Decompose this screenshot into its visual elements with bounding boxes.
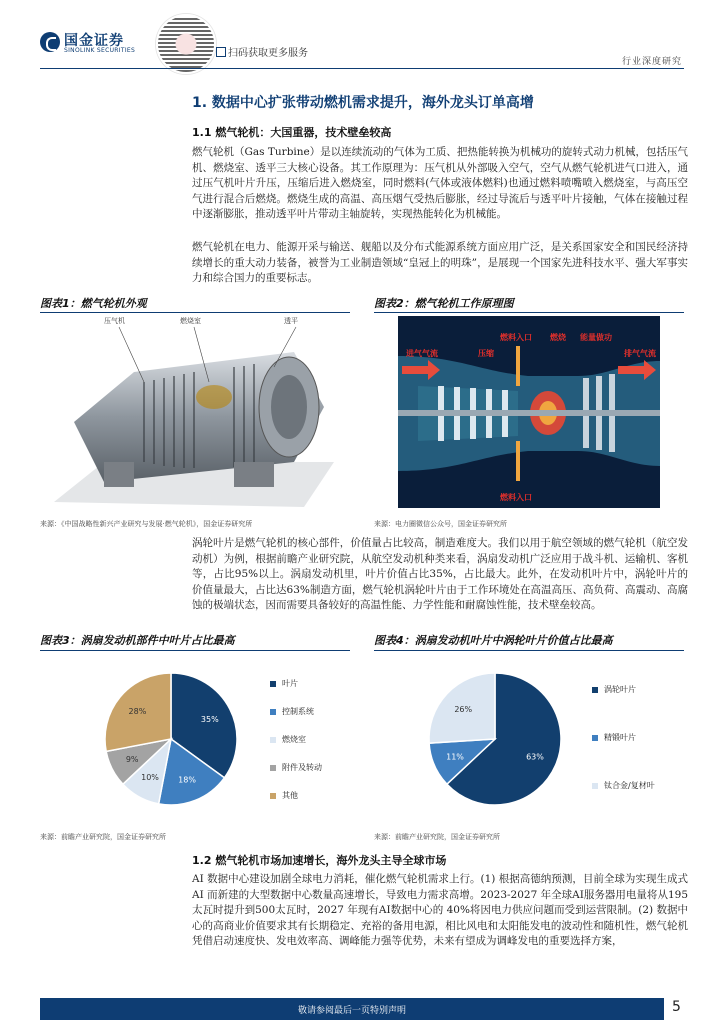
scan-icon	[216, 47, 226, 57]
legend-swatch	[270, 709, 276, 715]
paragraph: 燃气轮机在电力、能源开采与输送、舰船以及分布式能源系统方面应用广泛，是关系国家安全和国民经济持续增长的重大动力装备，被誉为工业制造领域“皇冠上的明珠”，是展现一个国家先进科技水平、强大军事实力和综合国力的重要标志。	[192, 241, 688, 284]
pie-data-label: 9%	[125, 754, 139, 764]
legend-label: 精锻叶片	[604, 733, 636, 742]
figure-source: 来源：《中国战略性新兴产业研究与发展·燃气轮机》，国金证券研究所	[40, 520, 253, 528]
turbine-principle-diagram	[398, 316, 660, 508]
legend-label: 其他	[282, 791, 298, 800]
legend-item	[270, 762, 360, 773]
header-divider	[40, 68, 684, 69]
legend-swatch	[592, 783, 598, 789]
label-compressor: 压气机	[104, 317, 125, 325]
legend-item	[270, 790, 360, 801]
figure-title: 图表4：涡扇发动机叶片中涡轮叶片价值占比最高	[374, 634, 613, 647]
label-fuel-inlet-bottom: 燃料入口	[500, 493, 532, 502]
pie-data-label: 11%	[446, 752, 464, 762]
pie-chart-blades	[420, 664, 570, 814]
page-number: 5	[672, 999, 681, 1015]
figure-title: 图表1：燃气轮机外观	[40, 297, 147, 310]
label-combustor: 燃烧室	[180, 317, 201, 325]
pie-legend-blades	[592, 684, 692, 828]
pie-legend-components	[270, 678, 360, 818]
paragraph: 涡轮叶片是燃气轮机的核心部件，价值量占比较高，制造难度大。我们以用于航空领域的燃气轮机（航空发动机）为例，根据前瞻产业研究院，从航空发动机种类来看，涡扇发动机广泛应用于战斗机、运输机、客机等，占比95%以上。涡扇发动机里，叶片价值占比35%，占比最大。此外，在发动机叶片中，涡轮叶片的价值量最大，占比达63%制造方面，燃气轮机涡轮叶片由于工作环境处在高温高压、高负荷、高震动、高腐蚀的极端状态，因而需要具备较好的高温性能、力学性能和耐腐蚀性能，技术壁垒较高。	[192, 537, 688, 611]
pie-data-label: 63%	[526, 752, 544, 762]
label-intake: 进气气流	[406, 349, 438, 358]
legend-swatch	[270, 737, 276, 743]
figure-source: 来源：电力圈微信公众号，国金证券研究所	[374, 520, 507, 528]
pie-data-label: 28%	[128, 707, 147, 717]
legend-label: 钛合金/复材叶	[604, 781, 655, 790]
label-energy: 能量做功	[580, 333, 612, 342]
logo-text: 国金证券	[64, 33, 124, 49]
pie-data-label: 35%	[200, 715, 219, 725]
figure-source: 来源：前瞻产业研究院，国金证券研究所	[40, 833, 166, 841]
scan-prompt: 扫码获取更多服务	[228, 48, 308, 59]
section-title: 1. 数据中心扩张带动燃机需求提升，海外龙头订单高增	[192, 95, 534, 111]
legend-item	[270, 734, 360, 745]
legend-item	[592, 684, 692, 695]
legend-item	[592, 780, 692, 791]
label-fuel-inlet-top: 燃料入口	[500, 333, 532, 342]
label-combustion: 燃烧	[550, 333, 566, 342]
figure-title: 图表2：燃气轮机工作原理图	[374, 297, 514, 310]
pie-data-label: 26%	[454, 705, 473, 715]
legend-label: 控制系统	[282, 707, 314, 716]
pie-data-label: 18%	[178, 775, 196, 785]
figure-title: 图表3：涡扇发动机部件中叶片占比最高	[40, 634, 235, 647]
figure-divider	[374, 650, 684, 651]
figure-divider	[374, 312, 684, 313]
label-compress: 压缩	[478, 349, 494, 358]
subsection-title: 1.2 燃气轮机市场加速增长，海外龙头主导全球市场	[192, 854, 447, 867]
qr-code-icon[interactable]	[156, 14, 216, 74]
label-turbine: 透平	[284, 317, 298, 325]
pie-chart-components	[96, 664, 246, 814]
legend-swatch	[270, 793, 276, 799]
legend-swatch	[270, 681, 276, 687]
figure-source: 来源：前瞻产业研究院，国金证券研究所	[374, 833, 500, 841]
label-exhaust: 排气气流	[624, 349, 656, 358]
legend-label: 燃烧室	[282, 735, 306, 744]
paragraph: AI 数据中心建设加剧全球电力消耗，催化燃气轮机需求上行。(1) 根据高德纳预测，目前全球为实现生成式 AI 而新建的大型数据中心数量高速增长，导致电力需求高增。2023-2027 年全球AI服务器用电量将从195太瓦时提升到500太瓦时，2027 年现有AI数据中心的 40%将因电力供应问题而受到运营限制。(2) 数据中心的高商业价值要求其有长期稳定、充裕的备用电源，相比风电和太阳能发电的波动性和随机性，燃气轮机凭借启动速度快、发电效率高、调峰能力强等优势，未来有望成为调峰发电的重要选择方案，	[192, 873, 688, 947]
legend-item	[270, 706, 360, 717]
legend-swatch	[592, 687, 598, 693]
logo-subtext: SINOLINK SECURITIES	[64, 47, 136, 54]
figure-divider	[40, 650, 350, 651]
logo-icon	[40, 32, 60, 52]
footer-disclaimer[interactable]: 敬请参阅最后一页特别声明	[297, 1006, 406, 1016]
legend-swatch	[592, 735, 598, 741]
pie-data-label: 10%	[141, 773, 159, 783]
report-category: 行业深度研究	[621, 57, 682, 67]
gas-turbine-image	[44, 312, 344, 512]
paragraph: 燃气轮机（Gas Turbine）是以连续流动的气体为工质、把热能转换为机械功的旋转式动力机械，包括压气机、燃烧室、透平三大核心设备。其工作原理为：压气机从外部吸入空气，空气从燃气轮机进气口进入，通过压气机叶片升压，压缩后进入燃烧室，同时燃料(气体或液体燃料)也通过燃料喷嘴喷入燃烧室，与高压空气进行混合后燃烧。燃烧生成的高温、高压烟气受热后膨胀，经过导流后与透平叶片接触，气体在接触过程中逐渐膨胀，推动透平叶片带动主轴旋转，实现热能转化为机械能。	[192, 146, 688, 220]
legend-swatch	[270, 765, 276, 771]
legend-label: 涡轮叶片	[604, 685, 636, 694]
subsection-title: 1.1 燃气轮机：大国重器，技术壁垒较高	[192, 126, 392, 139]
legend-item	[270, 678, 360, 689]
legend-label: 附件及转动	[282, 763, 322, 772]
legend-item	[592, 732, 692, 743]
legend-label: 叶片	[282, 679, 298, 688]
